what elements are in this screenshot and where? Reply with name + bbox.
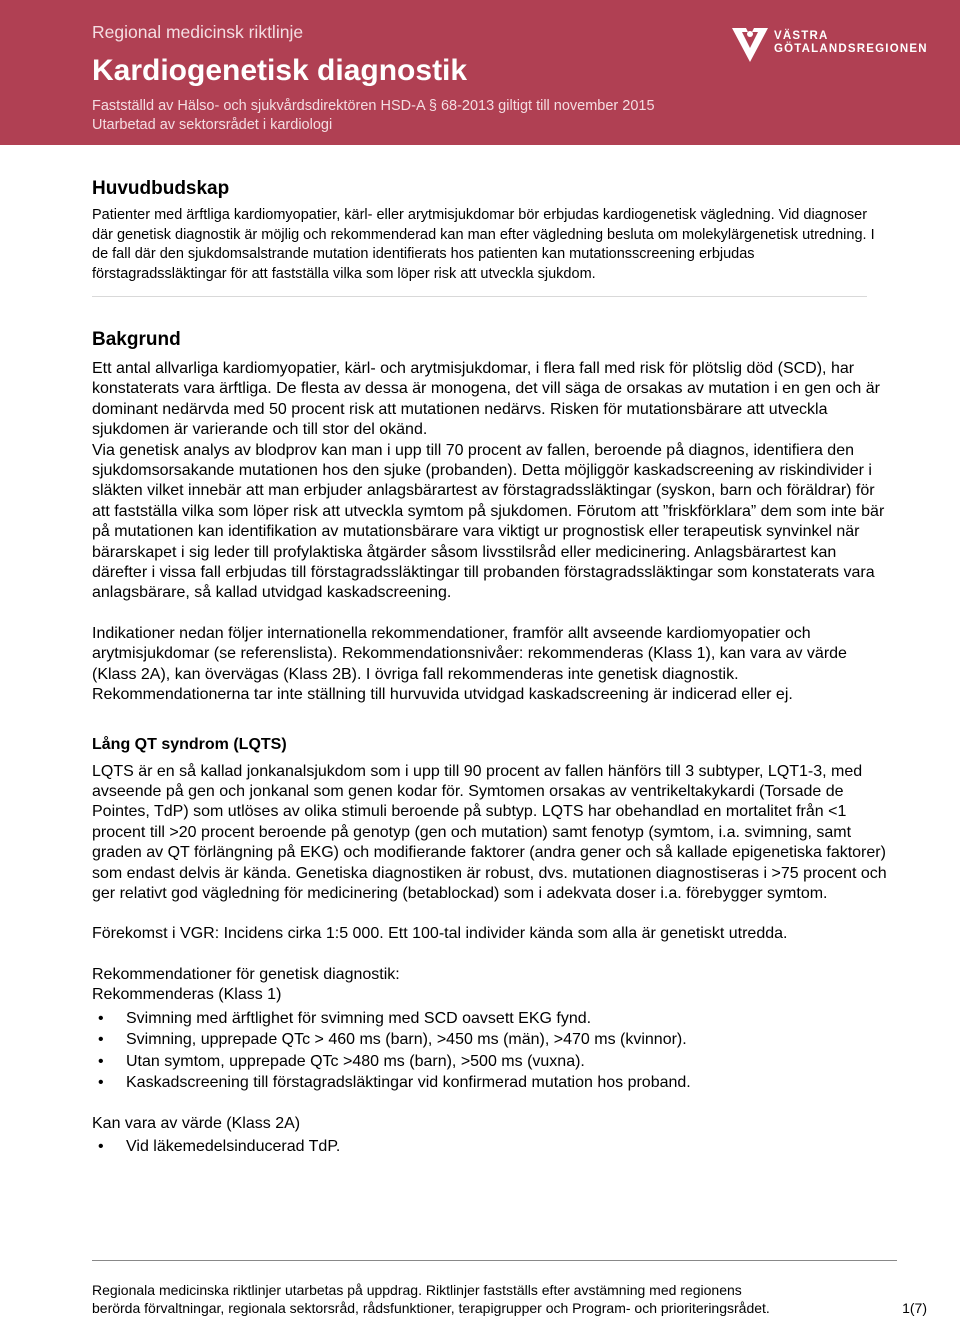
list-item: • Svimning med ärftlighet för svimning med SCD oavsett EKG fynd. xyxy=(126,1008,892,1030)
heart-icon xyxy=(728,22,772,66)
footer-line-1: Regionala medicinska riktlinjer utarbetas på uppdrag. Riktlinjer fastställs efter avstämning med regionens xyxy=(92,1282,742,1298)
list-item: • Svimning, upprepade QTc > 460 ms (barn), >450 ms (män), >470 ms (kvinnor). xyxy=(126,1029,892,1051)
page-number: 1(7) xyxy=(902,1300,927,1316)
lqts-class2a-list xyxy=(92,1136,892,1158)
region-logo xyxy=(728,22,928,72)
author-line: Utarbetad av sektorsrådet i kardiologi xyxy=(92,117,333,133)
footer-line-2: berörda förvaltningar, regionala sektorsråd, rådsfunktioner, terapigrupper och Program- och prioriteringsrådet. xyxy=(92,1300,770,1316)
bakgrund-paragraph-1: Ett antal allvarliga kardiomyopatier, kärl- och arytmisjukdomar, i flera fall med risk för plötslig död (SCD), har konstaterats vara ärftliga. De flesta av dessa är monogena, det vill säga de orsakas av mutation i en gen och är dominant nedärvda med 50 procent risk att mutationen nedärvs. Risken för mutationsbärare att utveckla sjukdomen är varierande och till stor del okänd. xyxy=(92,360,880,439)
document-type: Regional medicinsk riktlinje xyxy=(92,22,304,42)
document-body xyxy=(92,178,892,1158)
bakgrund-paragraph-2: Via genetisk analys av blodprov kan man i upp till 70 procent av fallen, beroende på diagnos, identifiera den sjukdomsorsakande mutationen hos den sjuke (probanden). Detta möjliggör kaskadscreening av riskindivider i släkten vilket innebär att man erbjuder anlagsbärartest av förstagradssläktingar (syskon, barn och föräldrar) för att fastställa vilka som löper risk att utveckla symtom på sjukdomen. Förutom att ”friskförklara” dem som inte bär på mutationen kan identifikation av mutationsbärare vara viktigt ur prognostisk eller terapeutisk synvinkel när bärarskapet i sig leder till profylaktiska åtgärder såsom livsstilsråd eller medicinering. Anlagsbärartest kan därefter i vissa fall erbjudas till förstagradssläktingar till probanden förstagradssläktingar som konstaterats vara anlagsbärare, så kallad utvidgad kaskadscreening. xyxy=(92,441,885,602)
lqts-class2a-label: Kan vara av värde (Klass 2A) xyxy=(92,1114,301,1132)
document-title: Kardiogenetisk diagnostik xyxy=(92,54,468,87)
section-heading-lqts: Lång QT syndrom (LQTS) xyxy=(92,735,287,753)
logo-wordmark: VÄSTRA GÖTALANDSREGIONEN xyxy=(774,30,928,55)
lqts-class1-label: Rekommenderas (Klass 1) xyxy=(92,986,282,1004)
huvudbudskap-text: Patienter med ärftliga kardiomyopatier, kärl- eller arytmisjukdomar bör erbjudas kardiogenetisk vägledning. Vid diagnoser där genetisk diagnostik är möjlig och rekommenderad kan man efter vägledning besluta om molekylärgenetisk utredning. I de fall där den sjukdomsalstrande mutation identifierats hos patienten kan mutationsscreening erbjudas förstagradssläktingar för att fastställa vilka som löper risk att utveckla sjukdom. xyxy=(92,207,875,282)
footer-divider xyxy=(92,1260,897,1261)
list-item: • Kaskadscreening till förstagradsläktingar vid konfirmerad mutation hos proband. xyxy=(126,1072,892,1094)
list-item: • Utan symtom, upprepade QTc >480 ms (barn), >500 ms (vuxna). xyxy=(126,1051,892,1073)
bakgrund-paragraph-3: Indikationer nedan följer internationella rekommendationer, framför allt avseende kardiomyopatier och arytmisjukdomar (se referenslista). Rekommendationsnivåer: rekommenderas (Klass 1), kan vara av värde (Klass 2A), kan övervägas (Klass 2B). I övriga fall rekommenderas inte genetisk diagnostik. Rekommendationerna tar inte ställning till hurvuvida utvidgad kaskadscreening är indicerad eller ej. xyxy=(92,624,847,704)
list-item: • Vid läkemedelsinducerad TdP. xyxy=(126,1136,892,1158)
document-header xyxy=(0,0,960,145)
divider xyxy=(92,296,867,297)
section-heading-bakgrund: Bakgrund xyxy=(92,329,181,350)
approval-line: Fastställd av Hälso- och sjukvårdsdirektören HSD-A § 68-2013 giltigt till november 2015 xyxy=(92,98,655,114)
lqts-incidence: Förekomst i VGR: Incidens cirka 1:5 000. Ett 100-tal individer kända som alla är genetiskt utredda. xyxy=(92,925,788,943)
lqts-rec-intro: Rekommendationer för genetisk diagnostik: xyxy=(92,965,400,983)
section-heading-huvudbudskap: Huvudbudskap xyxy=(92,178,230,199)
document-footer xyxy=(92,1281,937,1317)
lqts-class1-list xyxy=(92,1008,892,1094)
lqts-paragraph-1: LQTS är en så kallad jonkanalsjukdom som i upp till 90 procent av fallen hänförs till 3 subtyper, LQT1-3, med avseende på gen och jonkanal som genen kodar för. Symtomen orsakas av ventrikeltakykardi (Torsade de Pointes, TdP) som utlöses av olika stimuli beroende på subtyp. LQTS har obehandlad en mortalitet från <1 procent till >20 procent beroende på genotyp (gen och mutation) samt fenotyp (symtom, i.a. svimning, samt graden av QT förlängning på EKG) och modifierande faktorer (andra gener och så kallade epigenetiska faktorer) som endast delvis är kända. Genetiska diagnostiken är robust, dvs. mutationen diagnostiseras i >75 procent och ger relativt god vägledning för medicinering (betablockad) som i adekvata doser i.a. förebygger symtom. xyxy=(92,762,887,902)
